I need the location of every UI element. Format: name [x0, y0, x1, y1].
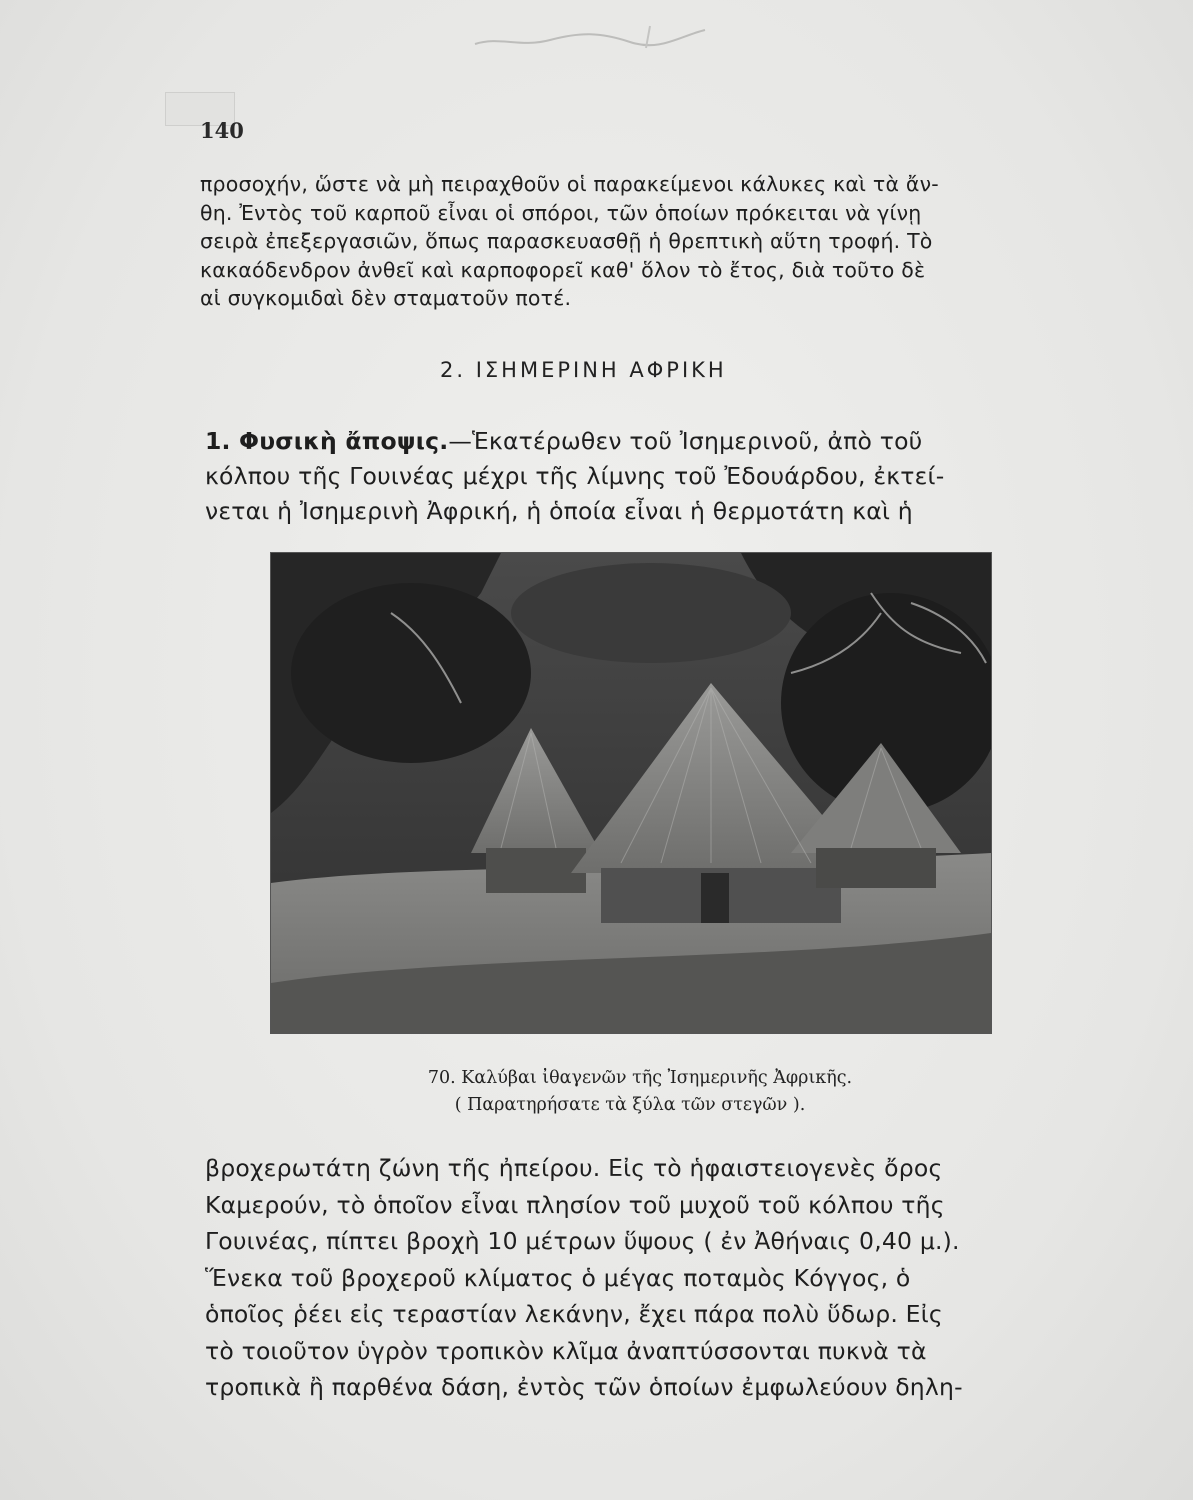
- text-line: αἱ συγκομιδαὶ δὲν σταματοῦν ποτέ.: [200, 286, 572, 310]
- photo-illustration: [271, 553, 991, 1033]
- text-line: Ἕνεκα τοῦ βροχεροῦ κλίματος ὁ μέγας ποταμὸς Κόγγος, ὁ: [205, 1263, 911, 1292]
- text-line: τὸ τοιοῦτον ὑγρὸν τροπικὸν κλῖμα ἀναπτύσσονται πυκνὰ τὰ: [205, 1336, 927, 1365]
- top-paragraph: [200, 170, 1025, 313]
- text-line: Καμερούν, τὸ ὁποῖον εἶναι πλησίον τοῦ μυχοῦ τοῦ κόλπου τῆς: [205, 1190, 945, 1219]
- handwritten-signature: [470, 22, 710, 52]
- text-line: τροπικὰ ἢ παρθένα δάση, ἐντὸς τῶν ὁποίων ἐμφωλεύουν δηλη-: [205, 1373, 963, 1401]
- figure-caption: 70. Καλύβαι ἰθαγενῶν τῆς Ἰσημερινῆς Ἀφρικῆς.: [427, 1068, 853, 1088]
- text-line: βροχερωτάτη ζώνη τῆς ἠπείρου. Εἰς τὸ ἡφαιστειογενὲς ὄρος: [205, 1154, 943, 1182]
- page-number: 140: [200, 118, 244, 143]
- physical-aspect-paragraph: [205, 424, 1030, 529]
- text-line: κακαόδενδρον ἀνθεῖ καὶ καρποφορεῖ καθ' ὅλον τὸ ἔτος, διὰ τοῦτο δὲ: [200, 257, 926, 282]
- text-line: προσοχήν, ὥστε νὰ μὴ πειραχθοῦν οἱ παρακείμενοι κάλυκες καὶ τὰ ἄν-: [200, 172, 939, 196]
- text-run: —Ἑκατέρωθεν τοῦ Ἰσημερινοῦ, ἀπὸ τοῦ: [448, 427, 923, 455]
- bottom-paragraph: [205, 1150, 1030, 1406]
- figure-caption-note: ( Παρατηρήσατε τὰ ξύλα τῶν στεγῶν ).: [454, 1095, 806, 1115]
- section-heading: 2. ΙΣΗΜΕΡΙΝΗ ΑΦΡΙΚΗ: [440, 358, 727, 382]
- text-line: σειρὰ ἐπεξεργασιῶν, ὅπως παρασκευασθῇ ἡ θρεπτικὴ αὕτη τροφή. Τὸ: [200, 229, 933, 253]
- figure-photo-native-huts: [270, 552, 992, 1034]
- text-line: ὁποῖος ῥέει εἰς τεραστίαν λεκάνην, ἔχει πάρα πολὺ ὕδωρ. Εἰς: [205, 1300, 943, 1328]
- subsection-title: 1. Φυσικὴ ἄποψις.: [205, 427, 449, 455]
- text-line: νεται ἡ Ἰσημερινὴ Ἀφρική, ἡ ὁποία εἶναι ἡ θερμοτάτη καὶ ἡ: [205, 497, 913, 525]
- text-line: κόλπου τῆς Γουινέας μέχρι τῆς λίμνης τοῦ Ἐδουάρδου, ἐκτεί-: [205, 462, 945, 490]
- text-line: [205, 424, 1030, 459]
- text-line: Γουινέας, πίπτει βροχὴ 10 μέτρων ὕψους ( ἐν Ἀθήναις 0,40 μ.).: [205, 1227, 960, 1255]
- text-line: θη. Ἐντὸς τοῦ καρποῦ εἶναι οἱ σπόροι, τῶν ὁποίων πρόκειται νὰ γίνῃ: [200, 200, 922, 225]
